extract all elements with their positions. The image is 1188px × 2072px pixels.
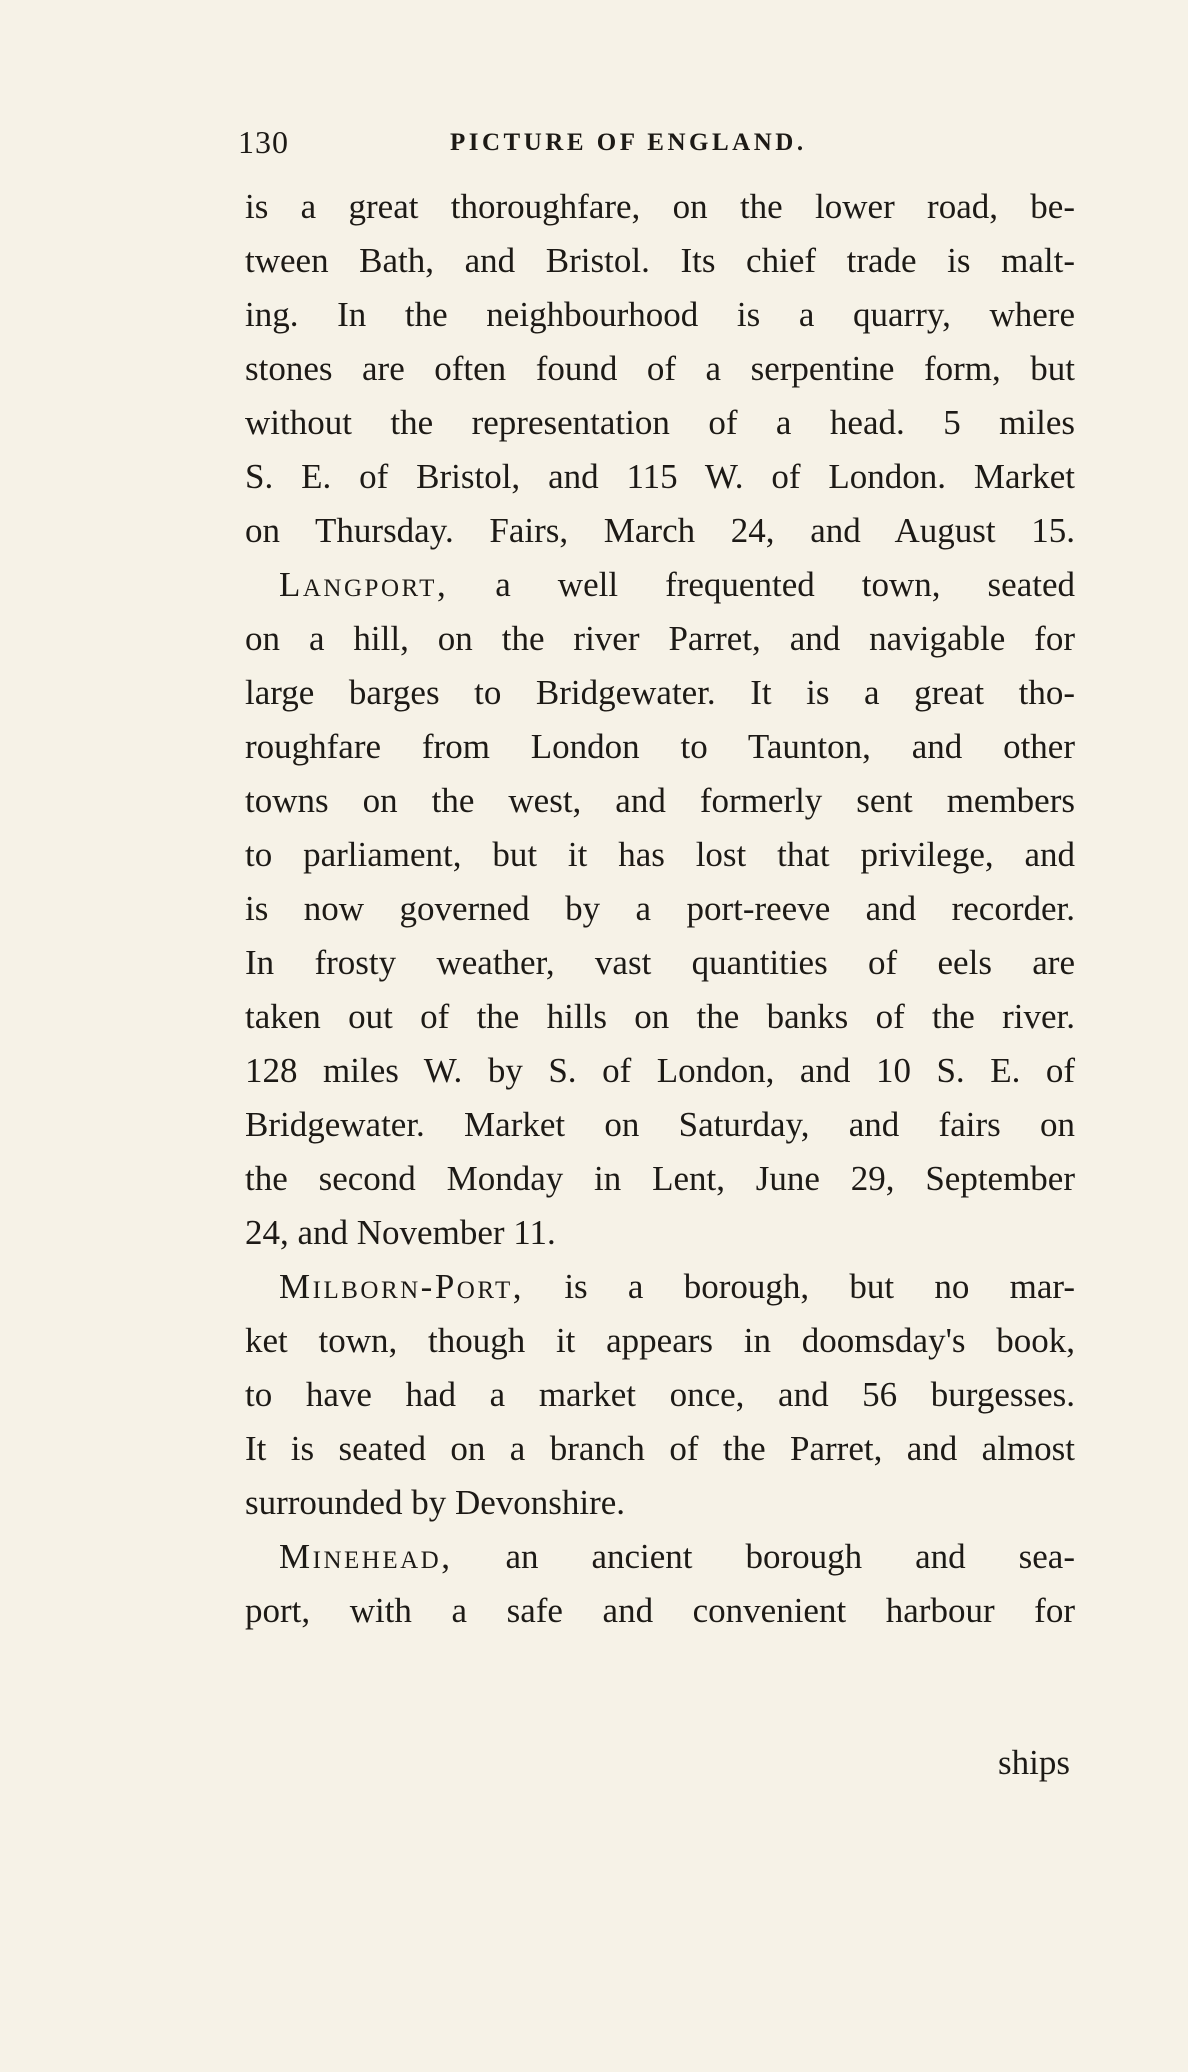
text-line: on Thursday. Fairs, March 24, and August 15. <box>245 511 1075 550</box>
text-line: to have had a market once, and 56 burgesses. <box>245 1375 1075 1414</box>
entry-text-milborn-port: is a borough, but no mar- <box>564 1267 1075 1306</box>
entry-line-langport <box>245 558 1075 612</box>
text-line: tween Bath, and Bristol. Its chief trade is malt- <box>245 241 1075 280</box>
text-line: surrounded by Devonshire. <box>245 1483 626 1522</box>
text-line: large barges to Bridgewater. It is a great tho- <box>245 673 1075 712</box>
text-line: to parliament, but it has lost that privilege, and <box>245 835 1075 874</box>
text-line: 128 miles W. by S. of London, and 10 S. E. of <box>245 1051 1075 1090</box>
text-line: Bridgewater. Market on Saturday, and fairs on <box>245 1105 1075 1144</box>
text-line: It is seated on a branch of the Parret, and almost <box>245 1429 1075 1468</box>
text-line: is now governed by a port-reeve and recorder. <box>245 889 1075 928</box>
text-line: port, with a safe and convenient harbour for <box>245 1591 1075 1630</box>
entry-name-langport: Langport, <box>279 565 449 604</box>
text-line: taken out of the hills on the banks of the river. <box>245 997 1075 1036</box>
entry-line-milborn-port <box>245 1260 1075 1314</box>
entry-text-minehead: an ancient borough and sea- <box>505 1537 1076 1576</box>
text-line: the second Monday in Lent, June 29, September <box>245 1159 1075 1198</box>
text-line: stones are often found of a serpentine form, but <box>245 349 1075 388</box>
catchword: ships <box>998 1743 1070 1782</box>
page-header <box>238 122 898 162</box>
text-line: S. E. of Bristol, and 115 W. of London. Market <box>245 457 1075 496</box>
text-line: ing. In the neighbourhood is a quarry, where <box>245 295 1075 334</box>
entry-text-langport: a well frequented town, seated <box>495 565 1075 604</box>
text-line: roughfare from London to Taunton, and other <box>245 727 1075 766</box>
page-number: 130 <box>238 124 289 160</box>
text-line: 24, and November 11. <box>245 1213 556 1252</box>
entry-line-minehead <box>245 1530 1075 1584</box>
text-line: In frosty weather, vast quantities of eels are <box>245 943 1075 982</box>
running-head: PICTURE OF ENGLAND. <box>450 129 807 156</box>
text-line: ket town, though it appears in doomsday's book, <box>245 1321 1075 1360</box>
text-line: on a hill, on the river Parret, and navigable for <box>245 619 1075 658</box>
text-line: is a great thoroughfare, on the lower road, be- <box>245 187 1075 226</box>
body-text <box>245 180 1075 1638</box>
text-line: without the representation of a head. 5 miles <box>245 403 1075 442</box>
entry-name-minehead: Minehead, <box>279 1537 453 1576</box>
entry-name-milborn-port: Milborn-Port, <box>279 1267 525 1306</box>
text-line: towns on the west, and formerly sent members <box>245 781 1075 820</box>
